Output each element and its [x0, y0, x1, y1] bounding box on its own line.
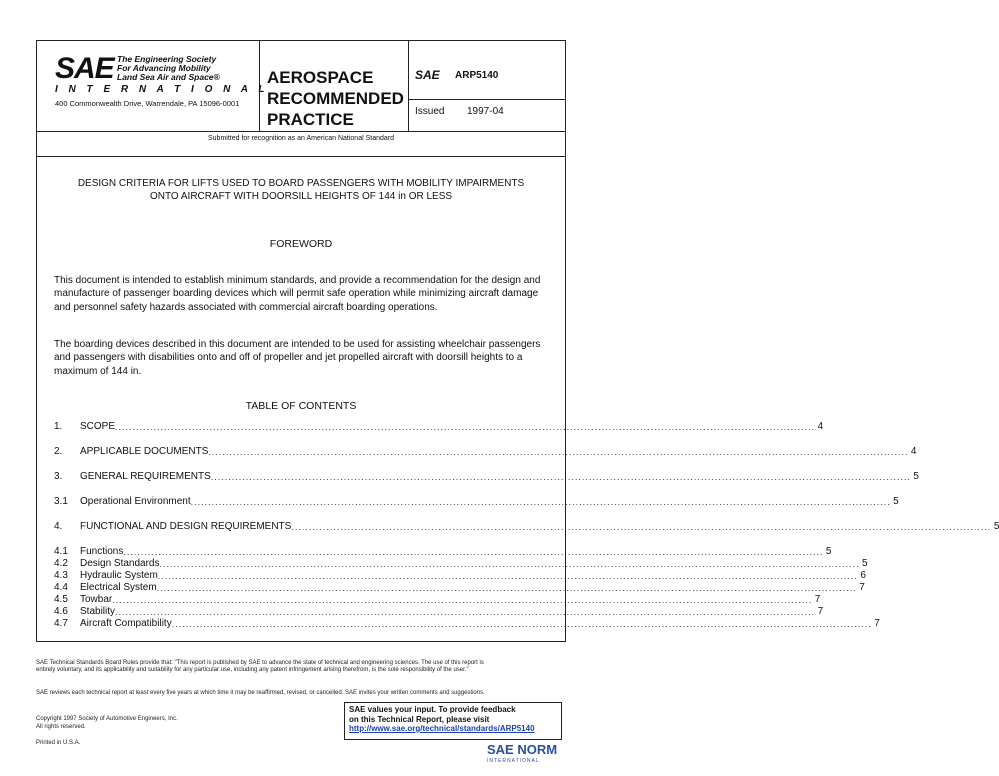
foreword-heading: FOREWORD	[269, 238, 333, 250]
toc-number: 4.5	[54, 594, 68, 605]
toc-entry	[54, 570, 866, 582]
toc-title: Electrical System	[80, 582, 157, 593]
sae-norm-watermark: SAE NORM	[487, 742, 558, 757]
toc-leader: ........................................................................................................................................................................................................	[190, 497, 891, 507]
toc-entry	[54, 606, 824, 618]
society-line-3: Land Sea Air and Space®	[117, 72, 220, 82]
review-notice: SAE reviews each technical report at least every five years at which time it may be reaffirmed, revised, or cancelled. SAE invites your written comments and suggestions.	[36, 690, 485, 696]
toc-leader: ........................................................................................................................................................................................................	[159, 559, 860, 569]
toc-entry	[54, 471, 919, 483]
society-line-2: For Advancing Mobility	[117, 63, 211, 73]
doc-type-line-1: AEROSPACE	[267, 68, 374, 87]
feedback-link[interactable]: http://www.sae.org/technical/standards/ARP5140	[349, 724, 535, 733]
sae-small-logo: SAE	[415, 68, 440, 82]
international-label: I N T E R N A T I O N A L	[55, 84, 269, 95]
feedback-line-1: SAE values your input. To provide feedback	[349, 705, 516, 714]
toc-leader: ........................................................................................................................................................................................................	[112, 595, 813, 605]
toc-number: 4.7	[54, 618, 68, 629]
society-tagline	[117, 55, 237, 82]
toc-number: 4.2	[54, 558, 68, 569]
toc-title: Hydraulic System	[80, 570, 158, 581]
copyright: Copyright 1997 Society of Automotive Engineers, Inc.	[36, 716, 178, 722]
toc-entry	[54, 594, 821, 606]
toc-leader: ........................................................................................................................................................................................................	[123, 547, 824, 557]
toc-leader: ........................................................................................................................................................................................................	[171, 619, 872, 629]
toc-title: FUNCTIONAL AND DESIGN REQUIREMENTS	[80, 521, 292, 532]
toc-leader: ........................................................................................................................................................................................................	[291, 522, 992, 532]
toc-page: 6	[860, 570, 866, 581]
sae-logo: SAE	[55, 52, 114, 85]
toc-number: 4.6	[54, 606, 68, 617]
toc-entry	[54, 546, 832, 558]
toc-leader: ........................................................................................................................................................................................................	[115, 422, 816, 432]
toc-entry	[54, 421, 824, 433]
issued-date: 1997-04	[467, 106, 504, 117]
submitted-note: Submitted for recognition as an American National Standard	[208, 135, 394, 142]
toc-page: 5	[893, 496, 899, 507]
foreword-paragraph-1: This document is intended to establish minimum standards, and provide a recommendation for the design and manufacture of passenger boarding devices which will permit safe operation while minimizing aircraft damage and personnel safety hazards associated with commercial aircraft boarding operations.	[54, 275, 541, 313]
toc-title: GENERAL REQUIREMENTS	[80, 471, 211, 482]
toc-leader: ........................................................................................................................................................................................................	[210, 472, 911, 482]
toc-title: Stability	[80, 606, 116, 617]
toc-entry	[54, 558, 868, 570]
toc-number: 3.1	[54, 496, 68, 507]
feedback-line-2: on this Technical Report, please visit	[349, 714, 490, 724]
toc-leader: ........................................................................................................................................................................................................	[208, 447, 909, 457]
toc-entry	[54, 446, 917, 458]
docnum-divider	[408, 99, 565, 100]
document-number: ARP5140	[455, 70, 499, 81]
submitted-divider	[37, 131, 565, 132]
toc-number: 3.	[54, 471, 63, 482]
toc-title: Functions	[80, 546, 124, 557]
document-type	[267, 67, 412, 130]
toc-leader: ........................................................................................................................................................................................................	[156, 583, 857, 593]
toc-title: Aircraft Compatibility	[80, 618, 172, 629]
toc-page: 4	[817, 421, 824, 432]
doc-type-line-3: PRACTICE	[267, 110, 354, 129]
toc-page: 7	[817, 606, 824, 617]
toc-title: Towbar	[80, 594, 113, 605]
rights-reserved: All rights reserved.	[36, 724, 86, 730]
toc-number: 4.	[54, 521, 63, 532]
toc-page: 7	[859, 582, 865, 593]
foreword-paragraph-2: The boarding devices described in this document are intended to be used for assisting wheelchair passengers and passengers with disabilities onto and off of propeller and jet propelled aircraft with doorsill heights to a maximum of 144 in.	[54, 339, 541, 377]
toc-title: APPLICABLE DOCUMENTS	[80, 446, 209, 457]
toc-entry	[54, 618, 880, 630]
toc-heading: TABLE OF CONTENTS	[245, 400, 357, 412]
toc-leader: ........................................................................................................................................................................................................	[115, 607, 816, 617]
toc-title: SCOPE	[80, 421, 116, 432]
toc-page: 5	[862, 558, 868, 569]
issued-label: Issued	[415, 106, 445, 117]
toc-page: 7	[814, 594, 821, 605]
document-title: DESIGN CRITERIA FOR LIFTS USED TO BOARD PASSENGERS WITH MOBILITY IMPAIRMENTS ONTO AIRCRAFT WITH DOORSILL HEIGHTS OF 144 in OR LESS	[77, 178, 525, 202]
society-line-1: The Engineering Society	[117, 54, 217, 64]
society-address: 400 Commonwealth Drive, Warrendale, PA 15096-0001	[55, 99, 240, 108]
toc-entry	[54, 521, 999, 533]
toc-number: 4.1	[54, 546, 68, 557]
sae-norm-watermark-sub: INTERNATIONAL	[487, 758, 540, 764]
toc-entry	[54, 582, 865, 594]
toc-entry	[54, 496, 899, 508]
document-frame	[36, 40, 999, 642]
toc-title: Operational Environment	[80, 496, 191, 507]
toc-number: 4.3	[54, 570, 68, 581]
toc-number: 4.4	[54, 582, 68, 593]
toc-page: 5	[825, 546, 832, 557]
feedback-box	[344, 702, 562, 740]
toc-page: 5	[913, 471, 919, 482]
toc-number: 1.	[54, 421, 63, 432]
toc-title: Design Standards	[80, 558, 160, 569]
header-divider	[37, 156, 565, 157]
printed-in: Printed in U.S.A.	[36, 740, 81, 746]
legal-notice: SAE Technical Standards Board Rules provide that: "This report is published by SAE to advance the state of technical and engineering sciences. The use of this report is entirely voluntary, and its applicability and suitability for any particular use, including any patent infringement arising therefrom, is the sole responsibility of the user."	[36, 660, 484, 674]
toc-page: 4	[910, 446, 917, 457]
doc-type-line-2: RECOMMENDED	[267, 89, 404, 108]
toc-leader: ........................................................................................................................................................................................................	[157, 571, 858, 581]
toc-page: 5	[993, 521, 999, 532]
toc-page: 7	[874, 618, 880, 629]
toc-number: 2.	[54, 446, 63, 457]
